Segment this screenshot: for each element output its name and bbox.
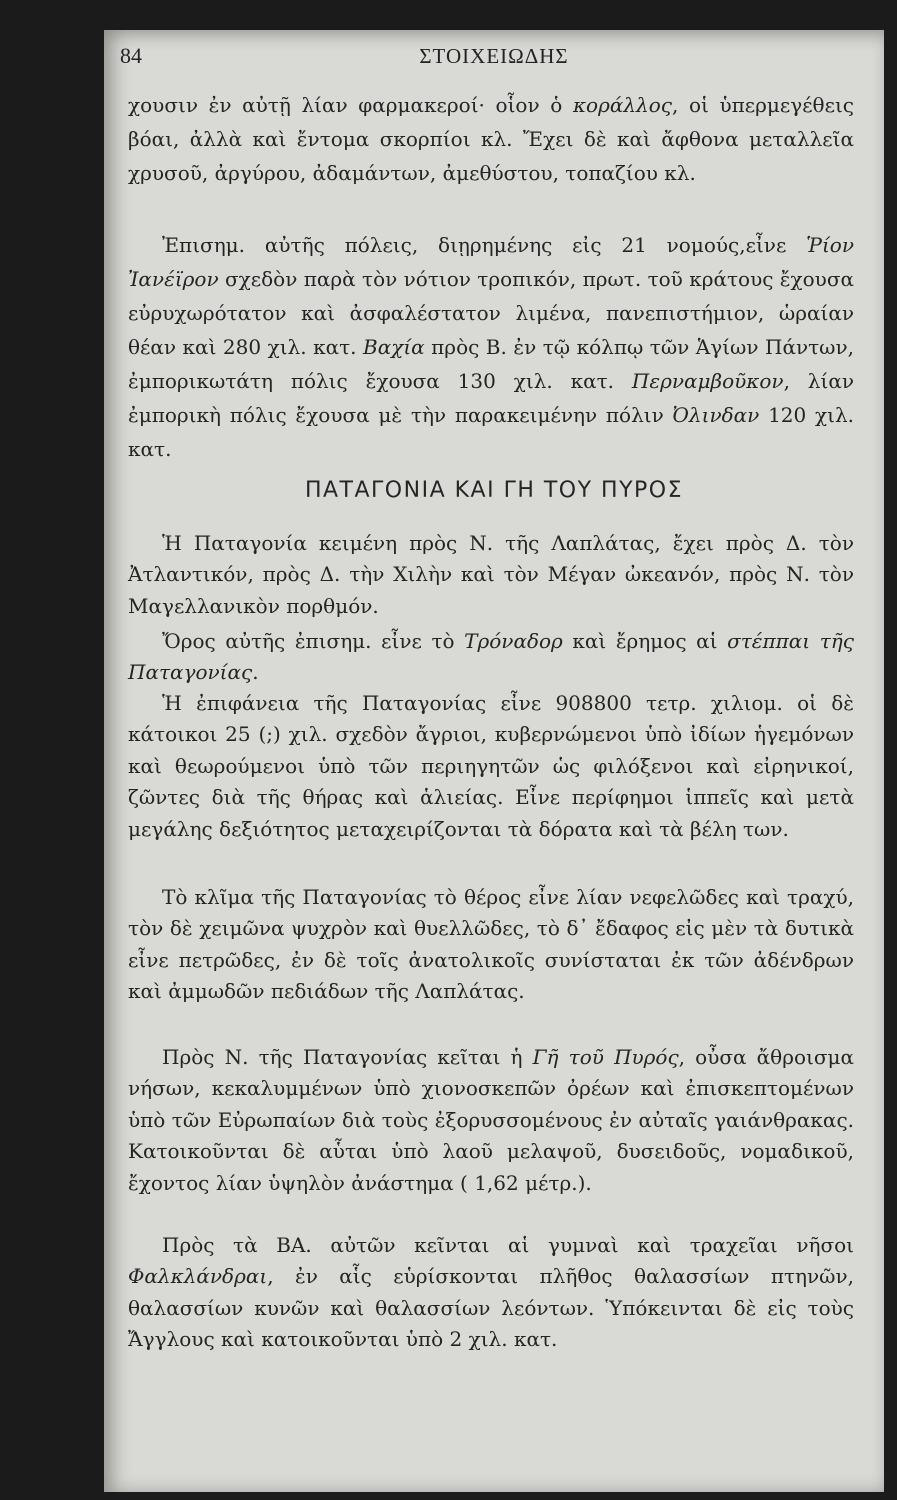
text-span: 120 χιλ. κατ. [128,403,855,461]
italic-term: Περναμβοῦκον [631,369,784,393]
text-span: Ὄρος αὐτῆς ἐπισημ. εἶνε τὸ [162,629,465,653]
paragraph-patagonia-mountains [128,626,854,689]
italic-term: στέππαι τῆς Παταγονίας [128,629,854,685]
italic-term: κοράλλος [572,93,672,117]
text-span: σχεδὸν παρὰ τὸν νότιον τροπικόν, πρωτ. τοῦ κράτους ἔχουσα εὐρυχωρότατον καὶ ἀσφαλέστατον λιμένα, πανεπιστήμιον, ὡραίαν θέαν καὶ 280 χιλ. κατ. [128,267,854,359]
text-span: καὶ ἔρημος αἱ [562,629,728,653]
paragraph-tierra-del-fuego [128,1042,854,1199]
page-number: 84 [120,43,142,68]
paragraph-patagonia-location: Ἡ Παταγονία κειμένη πρὸς Ν. τῆς Λαπλάτας, ἔχει πρὸς Δ. τὸν Ἀτλαντικόν, πρὸς Δ. τὴν Χιλὴν καὶ τὸν Μέγαν ὠκεανόν, πρὸς Ν. τὸν Μαγελλανικὸν πορθμόν. [128,531,854,618]
text-span: Πρὸς τὰ ΒΑ. αὐτῶν κεῖνται αἱ γυμναὶ καὶ τραχεῖαι νῆσοι [162,1233,854,1257]
text-span: Ἐπισημ. αὐτῆς πόλεις, διῃρημένης εἰς 21 νομούς,εἶνε [162,233,807,257]
book-page [104,30,884,1492]
italic-term: Γῆ τοῦ Πυρός [532,1045,679,1069]
italic-term: Ὀλινδαν [672,403,760,427]
paragraph-patagonia-population: Ἡ ἐπιφάνεια τῆς Παταγονίας εἶνε 908800 τετρ. χιλιομ. οἱ δὲ κάτοικοι 25 (;) χιλ. σχεδὸν ἄγριοι, κυβερνώμενοι ὑπὸ ἰδίων ἡγεμόνων καὶ θεωρούμενοι ὑπὸ τῶν περιηγητῶν ὡς φιλόξενοι καὶ εἰρηνικοί, ζῶντες διὰ τῆς θήρας καὶ ἁλιείας. Εἶνε περίφημοι ἱππεῖς καὶ μετὰ μεγάλης δεξιότητος μεταχειρίζονται τὰ δόρατα καὶ τὰ βέλη των. [128,691,854,841]
italic-term: Τρόναδορ [464,629,563,653]
paragraph-patagonia-climate: Τὸ κλῖμα τῆς Παταγονίας τὸ θέρος εἶνε λίαν νεφελῶδες καὶ τραχύ, τὸν δὲ χειμῶνα ψυχρὸν καὶ θυελλῶδες, τὸ δ᾽ ἔδαφος εἰς μὲν τὰ δυτικὰ εἶνε πετρῶδες, ἐν δὲ τοῖς ἀνατολικοῖς συνίσταται ἐκ τῶν ἀδένδρων καὶ ἀμμωδῶν πεδιάδων τῆς Λαπλάτας. [128,885,854,1004]
running-head: ΣΤΟΙΧΕΙΩΔΗΣ [419,44,569,68]
paragraph-falklands [128,1230,854,1356]
text-span: χουσιν ἐν αὐτῇ λίαν φαρμακεροί· οἷον ὁ [128,93,573,117]
paragraph-brazil-fauna [128,88,854,190]
italic-term: Φαλκλάνδραι [128,1264,268,1289]
paragraph-brazil-cities [128,228,854,466]
italic-term: Βαχία [363,335,425,359]
text-span: , ἐν αἷς εὑρίσκονται πλῆθος θαλασσίων πτηνῶν, θαλασσίων κυνῶν καὶ θαλασσίων λεόντων. Ὑπόκεινται δὲ εἰς τοὺς Ἄγγλους καὶ κατοικοῦνται ὑπὸ 2 χιλ. κατ. [128,1264,854,1352]
text-span: , λίαν ἐμπορικὴ πόλις ἔχουσα μὲ τὴν παρακειμένην πόλιν [128,369,854,427]
text-span: Πρὸς Ν. τῆς Παταγονίας κεῖται ἡ [162,1045,533,1069]
text-span: πρὸς Β. ἐν τῷ κόλπῳ τῶν Ἁγίων Πάντων, ἐμπορικωτάτη πόλις ἔχουσα 130 χιλ. κατ. [128,335,855,393]
text-span: . [252,660,259,685]
page-edge-mark [884,1372,893,1398]
italic-term: Ῥίον Ἰανέϊρον [128,233,854,291]
text-span: , οὖσα ἄθροισμα νήσων, κεκαλυμμένων ὑπὸ χιονοσκεπῶν ὀρέων καὶ ἐπισκεπτομένων ὑπὸ τῶν Εὐρωπαίων διὰ τοὺς ἐξορυσσομένους ἐν αὐταῖς γαιάνθρακας. Κατοικοῦνται δὲ αὗται ὑπὸ λαοῦ μελαψοῦ, δυσειδοῦς, νομαδικοῦ, ἔχοντος λίαν ὑψηλὸν ἀνάστημα ( 1,62 μέτρ.). [128,1045,854,1195]
section-title: ΠΑΤΑΓΟΝΙΑ ΚΑΙ ΓΗ ΤΟΥ ΠΥΡΟΣ [304,478,684,503]
text-span: , οἱ ὑπερμεγέθεις βόαι, ἀλλὰ καὶ ἔντομα σκορπίοι κλ. Ἔχει δὲ καὶ ἄφθονα μεταλλεῖα χρυσοῦ, ἀργύρου, ἀδαμάντων, ἀμεθύστου, τοπαζίου κλ. [128,93,854,185]
